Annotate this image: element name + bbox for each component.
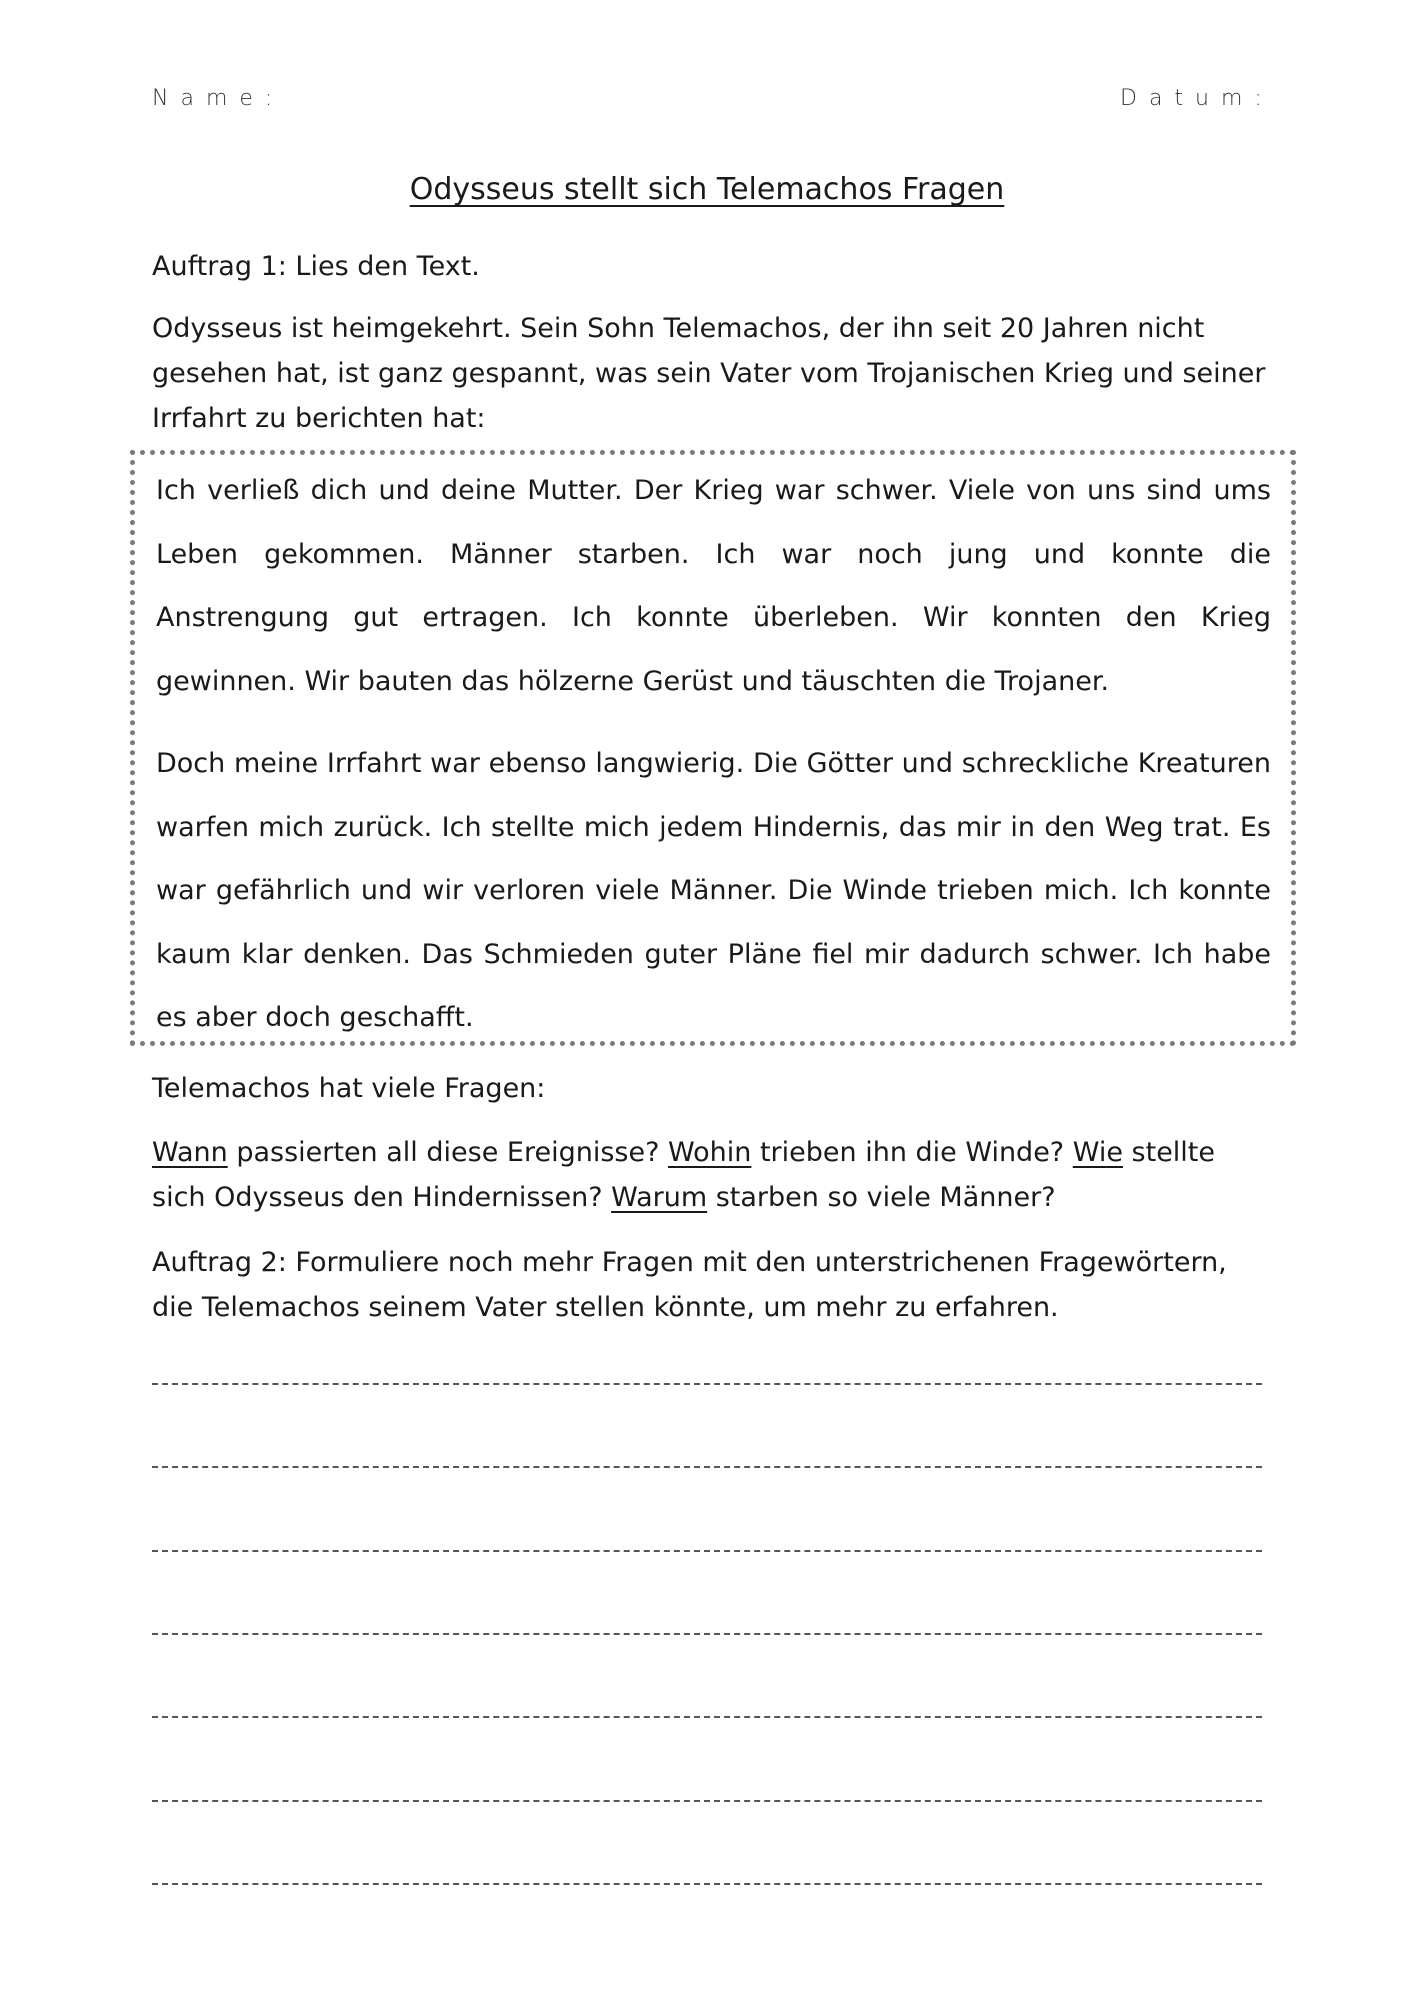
intro-paragraph: Odysseus ist heimgekehrt. Sein Sohn Telemachos, der ihn seit 20 Jahren nicht gesehen hat, ist ganz gespannt, was sein Vater vom Trojanischen Krieg und seiner Irrfahrt zu berichten hat: xyxy=(152,313,1266,434)
question-word-wohin: Wohin xyxy=(668,1137,752,1168)
question-word-wie: Wie xyxy=(1072,1137,1123,1168)
story-paragraph-1: Ich verließ dich und deine Mutter. Der Krieg war schwer. Viele von uns sind ums Leben gekommen. Männer starben. Ich war noch jung und konnte die Anstrengung gut ertragen. Ich konnte überleben. Wir konnten den Krieg gewinnen. Wir bauten das hölzerne Gerüst und täuschten die Trojaner. xyxy=(156,475,1271,697)
example-questions xyxy=(152,1130,1272,1220)
answer-line-1[interactable] xyxy=(152,1383,1262,1385)
task-2-instruction: Auftrag 2: Formuliere noch mehr Fragen mit den unterstrichenen Fragewörtern, die Telemachos seinem Vater stellen könnte, um mehr zu erfahren. xyxy=(152,1247,1227,1323)
story-box xyxy=(130,450,1296,1046)
answer-line-2[interactable] xyxy=(152,1466,1262,1468)
story-paragraph-2: Doch meine Irrfahrt war ebenso langwierig. Die Götter und schreckliche Kreaturen warfen mich zurück. Ich stellte mich jedem Hindernis, das mir in den Weg trat. Es war gefährlich und wir verloren viele Männer. Die Winde trieben mich. Ich konnte kaum klar denken. Das Schmieden guter Pläne fiel mir dadurch schwer. Ich habe es aber doch geschafft. xyxy=(156,748,1271,1033)
question-text-1: passierten all diese Ereignisse? xyxy=(227,1137,668,1168)
answer-line-3[interactable] xyxy=(152,1550,1262,1552)
answer-line-4[interactable] xyxy=(152,1633,1262,1635)
name-label: Name: xyxy=(152,86,285,111)
question-text-4: starben so viele Männer? xyxy=(707,1182,1056,1213)
answer-line-7[interactable] xyxy=(152,1883,1262,1885)
date-label: Datum: xyxy=(1120,86,1274,111)
task-1-instruction: Auftrag 1: Lies den Text. xyxy=(152,251,480,282)
question-word-warum: Warum xyxy=(611,1182,708,1213)
question-text-3: stellte sich Odysseus den Hindernissen? xyxy=(152,1137,1216,1213)
answer-line-5[interactable] xyxy=(152,1716,1262,1718)
answer-line-6[interactable] xyxy=(152,1800,1262,1802)
question-text-2: trieben ihn die Winde? xyxy=(751,1137,1073,1168)
telemachos-intro: Telemachos hat viele Fragen: xyxy=(152,1073,546,1104)
page-title: Odysseus stellt sich Telemachos Fragen xyxy=(409,172,1005,207)
question-word-wann: Wann xyxy=(152,1137,228,1168)
